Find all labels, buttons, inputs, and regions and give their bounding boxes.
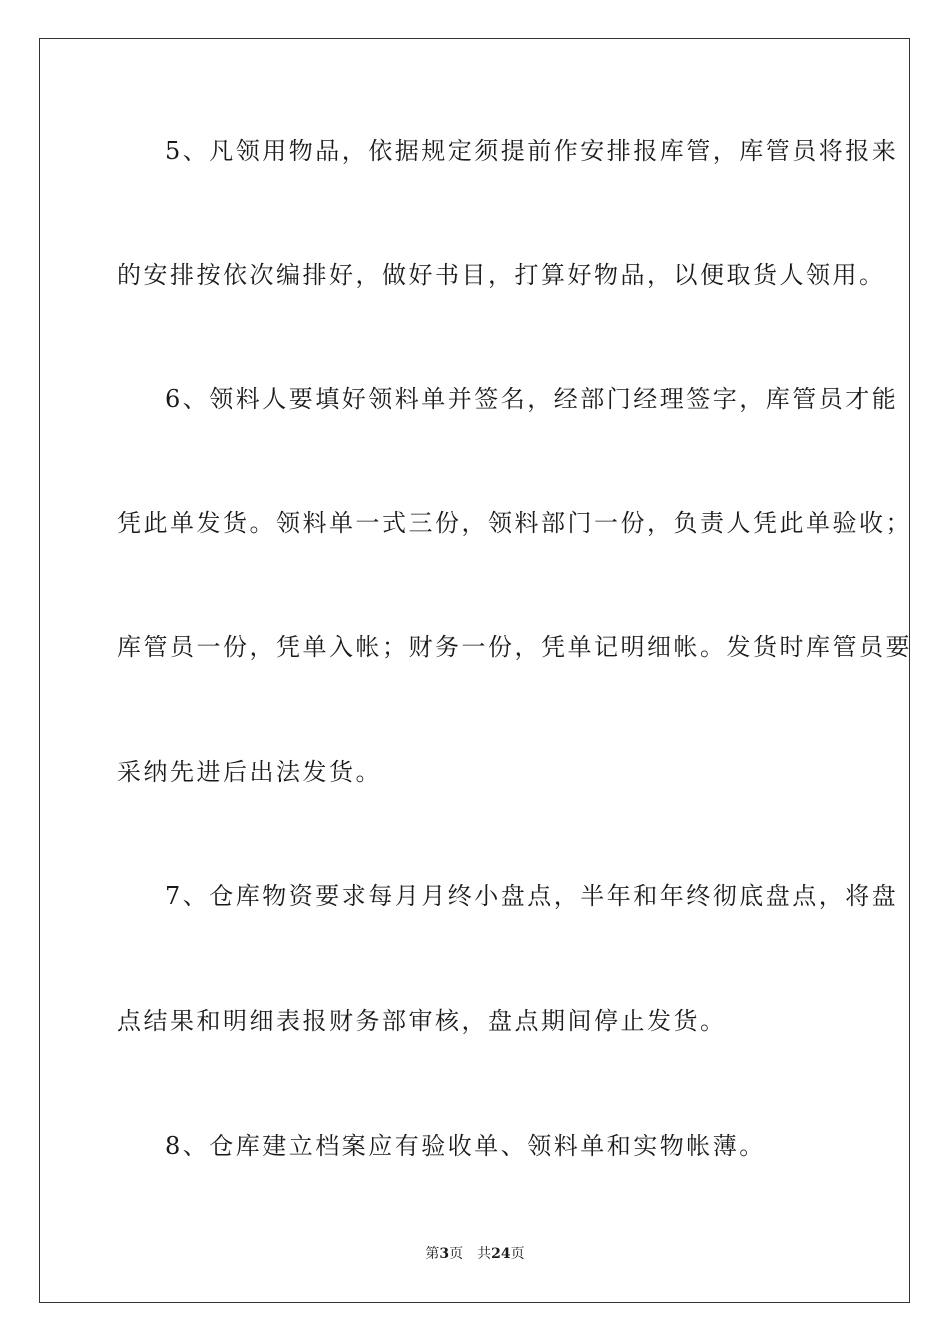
page-number: 3 xyxy=(439,1246,450,1262)
paragraph-line: 8、仓库建立档案应有验收单、领料单和实物帐薄。 xyxy=(165,1132,766,1160)
paragraph-line: 5、凡领用物品，依据规定须提前作安排报库管，库管员将报来 xyxy=(165,137,899,165)
paragraph-line: 库管员一份，凭单入帐；财务一份，凭单记明细帐。发货时库管员要 xyxy=(117,633,912,661)
paragraph-line: 7、仓库物资要求每月月终小盘点，半年和年终彻底盘点，将盘 xyxy=(165,882,899,910)
paragraph-line: 凭此单发货。领料单一式三份，领料部门一份，负责人凭此单验收； xyxy=(117,509,912,537)
total-pages: 24 xyxy=(491,1246,511,1262)
total-prefix: 共 xyxy=(477,1246,492,1262)
page-footer xyxy=(0,1245,950,1263)
paragraph-line: 6、领料人要填好领料单并签名，经部门经理签字，库管员才能 xyxy=(165,385,899,413)
page-suffix: 页 xyxy=(449,1246,464,1262)
page-border xyxy=(39,38,910,1303)
paragraph-line: 点结果和明细表报财务部审核，盘点期间停止发货。 xyxy=(117,1007,727,1035)
page-prefix: 第 xyxy=(425,1246,440,1262)
paragraph-line: 的安排按依次编排好，做好书目，打算好物品，以便取货人领用。 xyxy=(117,261,886,289)
total-suffix: 页 xyxy=(510,1246,525,1262)
paragraph-line: 采纳先进后出法发货。 xyxy=(117,758,382,786)
